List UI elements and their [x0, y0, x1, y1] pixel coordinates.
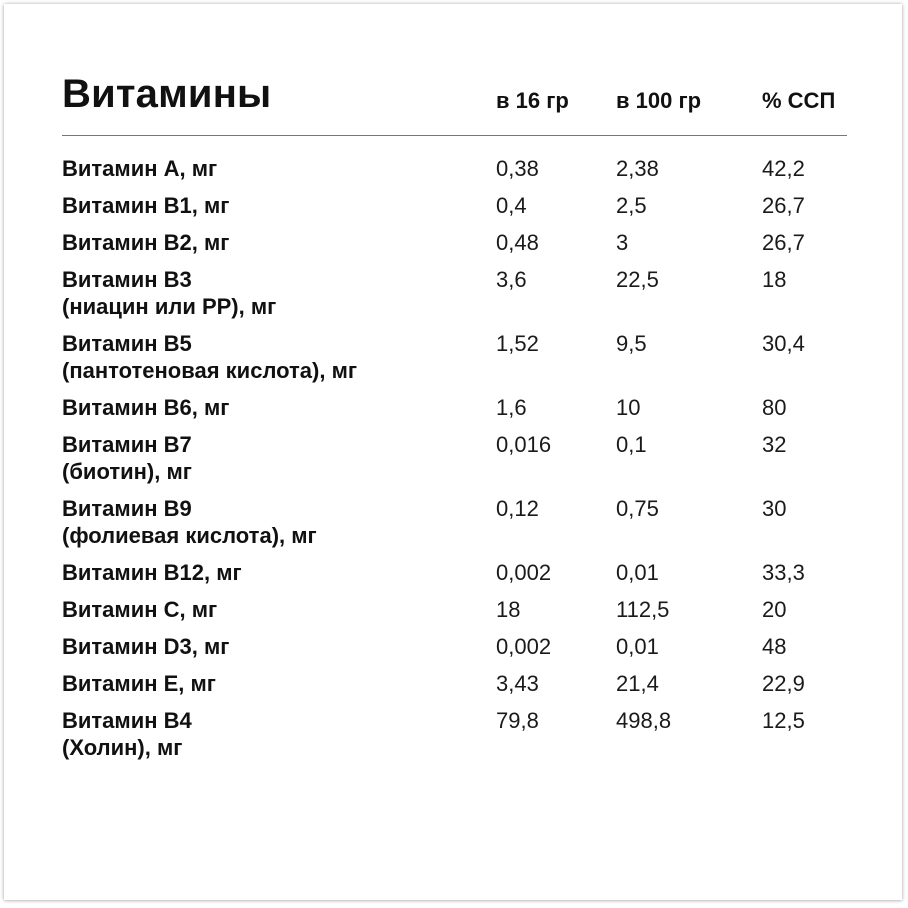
value-per-16g: 1,6 — [496, 395, 527, 420]
vitamin-name-line: Витамин E, мг — [62, 671, 216, 696]
value-per-100g: 112,5 — [616, 597, 670, 622]
value-percent-rdi: 18 — [762, 267, 787, 292]
value-per-16g: 1,52 — [496, 331, 539, 356]
table-row — [0, 229, 908, 266]
vitamin-name — [62, 192, 482, 219]
value-percent-rdi: 48 — [762, 634, 787, 659]
value-per-16g: 3,6 — [496, 267, 527, 292]
vitamin-name-line: Витамин B9 — [62, 496, 192, 521]
vitamin-name — [62, 707, 482, 761]
vitamin-name-line: Витамин B6, мг — [62, 395, 230, 420]
value-per-100g: 2,5 — [616, 193, 647, 218]
table-row — [0, 495, 908, 559]
vitamin-name-detail: (ниацин или PP), мг — [62, 294, 277, 319]
value-per-100g: 0,1 — [616, 432, 647, 457]
value-per-16g: 79,8 — [496, 708, 539, 733]
page-title: Витамины — [62, 72, 272, 116]
table-row — [0, 155, 908, 192]
value-percent-rdi: 42,2 — [762, 156, 805, 181]
table-row — [0, 596, 908, 633]
value-percent-rdi: 33,3 — [762, 560, 805, 585]
value-per-100g: 0,01 — [616, 634, 659, 659]
value-per-100g: 9,5 — [616, 331, 647, 356]
value-percent-rdi: 32 — [762, 432, 787, 457]
column-header-per-100g: в 100 гр — [616, 88, 702, 113]
vitamin-name-line: Витамин D3, мг — [62, 634, 230, 659]
vitamin-name — [62, 155, 482, 182]
value-percent-rdi: 26,7 — [762, 193, 805, 218]
table-row — [0, 559, 908, 596]
vitamin-name-line: Витамин C, мг — [62, 597, 218, 622]
vitamin-name-line: Витамин B1, мг — [62, 193, 230, 218]
value-percent-rdi: 30 — [762, 496, 787, 521]
vitamin-name-detail: (биотин), мг — [62, 459, 192, 484]
column-header-percent-rdi: % ССП — [762, 88, 836, 113]
table-row — [0, 394, 908, 431]
vitamin-name-detail: (Холин), мг — [62, 735, 183, 760]
vitamin-name — [62, 394, 482, 421]
value-percent-rdi: 12,5 — [762, 708, 805, 733]
value-per-16g: 0,4 — [496, 193, 527, 218]
vitamin-name — [62, 266, 482, 320]
table-row — [0, 707, 908, 771]
table-header — [0, 0, 908, 136]
table-row — [0, 431, 908, 495]
value-per-16g: 0,002 — [496, 634, 552, 659]
value-percent-rdi: 20 — [762, 597, 787, 622]
table-row — [0, 633, 908, 670]
value-per-100g: 498,8 — [616, 708, 672, 733]
vitamin-name — [62, 670, 482, 697]
value-per-16g: 0,002 — [496, 560, 552, 585]
value-per-16g: 0,016 — [496, 432, 552, 457]
vitamin-name-line: Витамин B2, мг — [62, 230, 230, 255]
column-header-per-16g: в 16 гр — [496, 88, 569, 113]
vitamin-name — [62, 596, 482, 623]
vitamin-table — [0, 155, 908, 771]
value-per-16g: 0,48 — [496, 230, 539, 255]
vitamin-name-line: Витамин A, мг — [62, 156, 218, 181]
vitamin-name — [62, 633, 482, 660]
value-percent-rdi: 30,4 — [762, 331, 805, 356]
vitamin-name — [62, 229, 482, 256]
value-per-16g: 0,12 — [496, 496, 539, 521]
vitamin-name — [62, 431, 482, 485]
table-row — [0, 330, 908, 394]
value-per-100g: 10 — [616, 395, 641, 420]
value-per-100g: 0,75 — [616, 496, 659, 521]
value-percent-rdi: 80 — [762, 395, 787, 420]
table-row — [0, 192, 908, 229]
table-row — [0, 670, 908, 707]
table-row — [0, 266, 908, 330]
value-percent-rdi: 26,7 — [762, 230, 805, 255]
value-per-16g: 0,38 — [496, 156, 539, 181]
vitamin-name-line: Витамин B5 — [62, 331, 192, 356]
value-per-100g: 2,38 — [616, 156, 659, 181]
vitamin-name-line: Витамин B4 — [62, 708, 192, 733]
value-per-100g: 3 — [616, 230, 629, 255]
value-per-100g: 0,01 — [616, 560, 659, 585]
vitamin-name — [62, 330, 482, 384]
value-per-100g: 21,4 — [616, 671, 659, 696]
vitamin-name-detail: (фолиевая кислота), мг — [62, 523, 317, 548]
value-per-16g: 18 — [496, 597, 521, 622]
vitamin-name — [62, 495, 482, 549]
header-divider — [62, 135, 847, 136]
value-per-100g: 22,5 — [616, 267, 659, 292]
vitamin-name — [62, 559, 482, 586]
vitamin-name-line: Витамин B3 — [62, 267, 192, 292]
value-percent-rdi: 22,9 — [762, 671, 805, 696]
vitamin-name-line: Витамин B7 — [62, 432, 192, 457]
value-per-16g: 3,43 — [496, 671, 539, 696]
vitamin-name-line: Витамин B12, мг — [62, 560, 242, 585]
vitamin-name-detail: (пантотеновая кислота), мг — [62, 358, 358, 383]
